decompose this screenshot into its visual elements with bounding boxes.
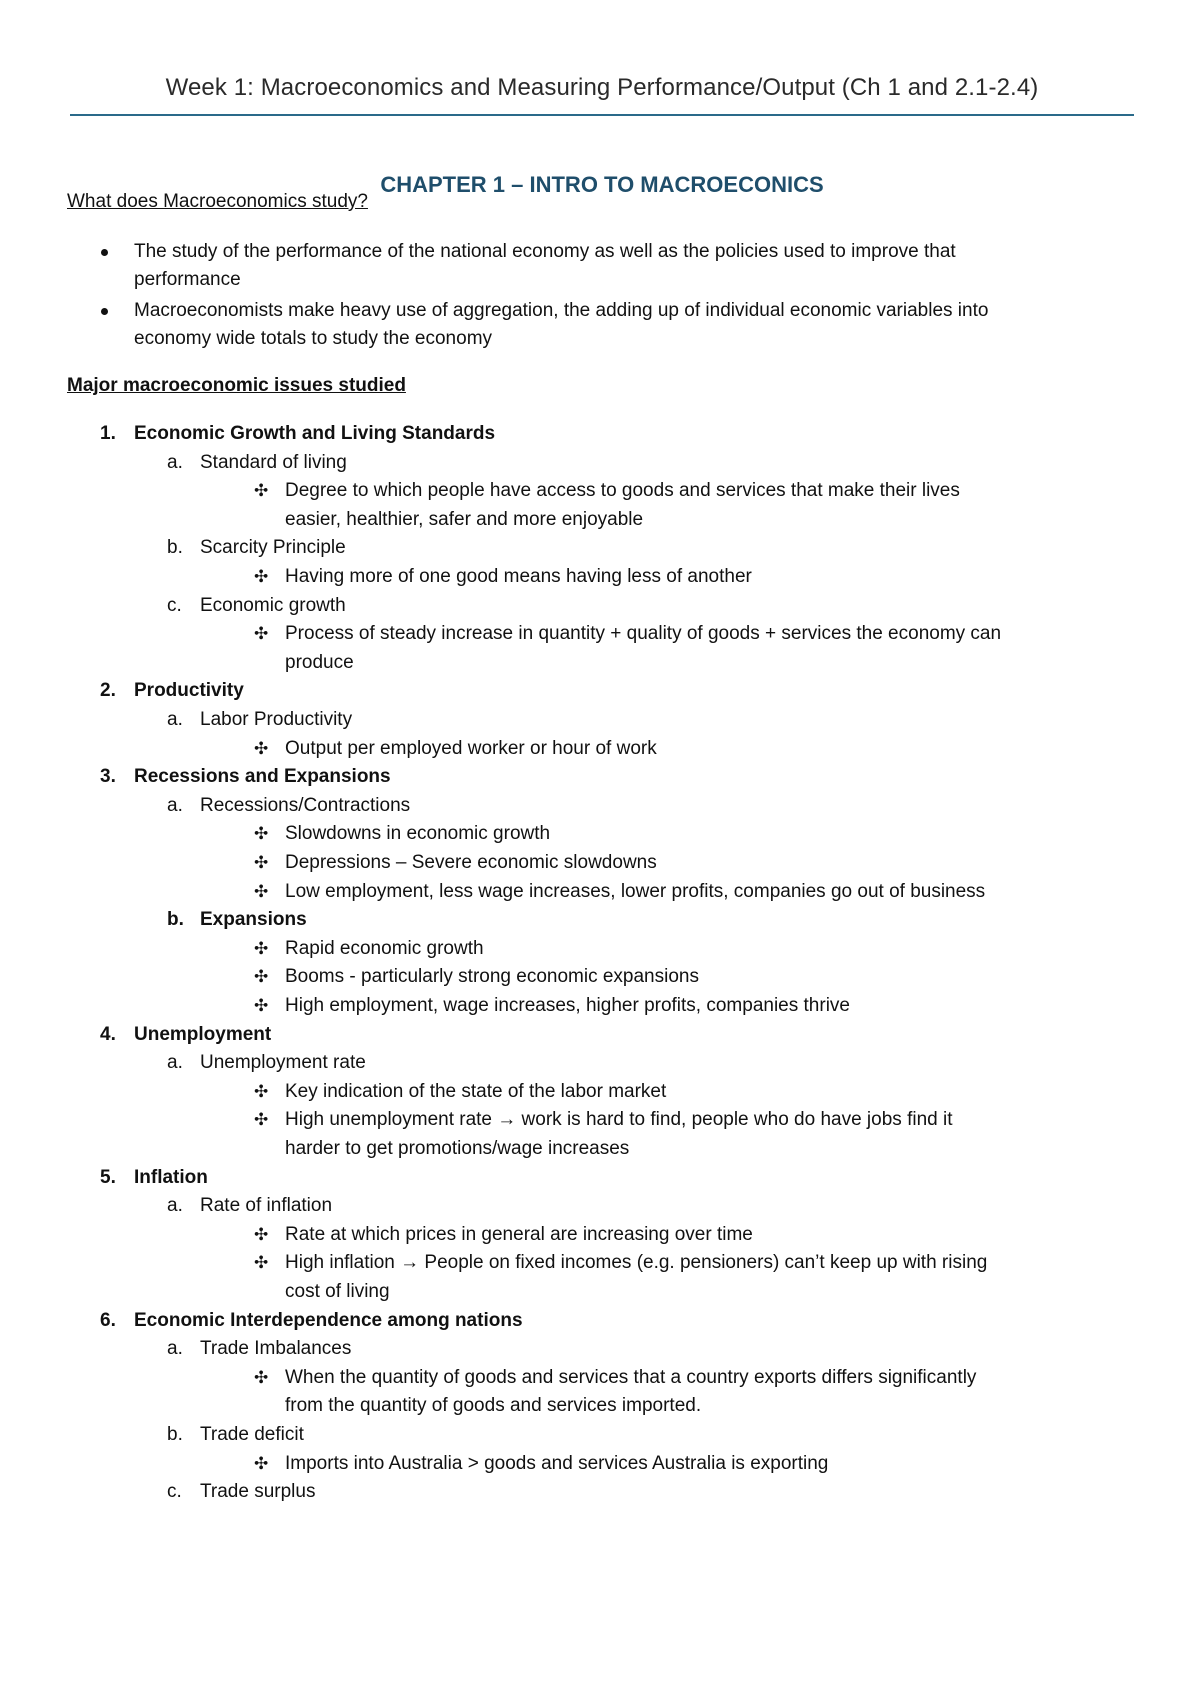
item-title: Economic Interdependence among nations (134, 1309, 523, 1331)
sub-item-letter: a. (167, 1338, 183, 1360)
diamond-bullet-icon: ✣ (254, 853, 269, 873)
sub-item-letter: a. (167, 794, 183, 816)
point-text-line: harder to get promotions/wage increases (285, 1138, 630, 1159)
point-text-line: produce (285, 651, 354, 673)
point-text-line: Depressions – Severe economic slowdowns (285, 852, 657, 873)
diamond-bullet-icon: ✣ (254, 624, 269, 645)
sub-item-letter: c. (167, 594, 182, 616)
point-text-line: High inflation → People on fixed incomes (e.g. pensioners) can’t keep up with rising (285, 1252, 988, 1274)
item-title: Inflation (134, 1166, 208, 1188)
sub-item-label: Expansions (200, 909, 307, 931)
sub-item-label: Rate of inflation (200, 1195, 333, 1217)
sub-item-label: Scarcity Principle (200, 537, 346, 559)
bullet-dot-icon (101, 249, 108, 256)
sub-item-letter: a. (167, 709, 183, 730)
bullet-dot-icon (101, 308, 108, 315)
item-number: 5. (100, 1166, 116, 1188)
sub-item-letter: a. (167, 1195, 183, 1217)
sub-item-letter: b. (167, 909, 184, 931)
bullet-text-line: The study of the performance of the national economy as well as the policies used to improve that (134, 241, 956, 262)
point-text-line: When the quantity of goods and services that a country exports differs significantly (285, 1366, 977, 1388)
diamond-bullet-icon: ✣ (254, 1081, 269, 1102)
item-number: 3. (100, 766, 116, 788)
section-heading: Major macroeconomic issues studied (67, 375, 406, 396)
sub-item-label: Recessions/Contractions (200, 794, 411, 816)
bullet-text-line: Macroeconomists make heavy use of aggregation, the adding up of individual economic variables into (134, 300, 989, 321)
item-number: 6. (100, 1309, 116, 1331)
point-text-line: Booms - particularly strong economic expansions (285, 966, 699, 988)
diamond-bullet-icon: ✣ (254, 967, 269, 988)
sub-item-label: Trade Imbalances (200, 1338, 352, 1360)
item-title: Productivity (134, 680, 244, 702)
sub-item-label: Economic growth (200, 594, 346, 616)
point-text-line: High employment, wage increases, higher profits, companies thrive (285, 995, 850, 1016)
bullet-text-line: performance (134, 269, 241, 290)
item-number: 1. (100, 423, 116, 444)
sub-item-label: Trade surplus (200, 1481, 316, 1503)
point-text-line: Imports into Australia > goods and services Australia is exporting (285, 1452, 829, 1474)
diamond-bullet-icon: ✣ (254, 1253, 269, 1274)
point-text-line: Process of steady increase in quantity + quality of goods + services the economy can (285, 623, 1002, 645)
point-text-line: cost of living (285, 1281, 390, 1302)
diamond-bullet-icon: ✣ (254, 996, 269, 1016)
point-text-line: Rapid economic growth (285, 937, 484, 959)
point-text-line: Output per employed worker or hour of work (285, 737, 657, 759)
sub-item-letter: b. (167, 537, 183, 559)
diamond-bullet-icon: ✣ (254, 1453, 269, 1474)
sub-item-label: Unemployment rate (200, 1052, 366, 1074)
sub-item-letter: a. (167, 1052, 183, 1074)
sub-item-label: Trade deficit (200, 1424, 304, 1445)
diamond-bullet-icon: ✣ (254, 1110, 269, 1131)
sub-item-letter: b. (167, 1424, 183, 1445)
sub-item-label: Labor Productivity (200, 709, 353, 730)
section-question: What does Macroeconomics study? (67, 191, 368, 212)
point-text-line: Degree to which people have access to goods and services that make their lives (285, 480, 960, 502)
sub-item-letter: a. (167, 451, 183, 473)
item-number: 2. (100, 680, 116, 702)
diamond-bullet-icon: ✣ (254, 824, 269, 845)
diamond-bullet-icon: ✣ (254, 567, 269, 587)
document-header-title: Week 1: Macroeconomics and Measuring Performance/Output (Ch 1 and 2.1-2.4) (165, 74, 1039, 101)
diamond-bullet-icon: ✣ (254, 881, 269, 902)
diamond-bullet-icon: ✣ (254, 738, 269, 759)
bullet-text-line: economy wide totals to study the economy (134, 328, 493, 349)
chapter-heading: CHAPTER 1 – INTRO TO MACROECONICS (380, 172, 824, 197)
item-number: 4. (100, 1023, 116, 1045)
item-title: Economic Growth and Living Standards (134, 423, 496, 444)
item-title: Unemployment (134, 1023, 272, 1045)
point-text-line: Having more of one good means having less of another (285, 566, 752, 587)
point-text-line: Key indication of the state of the labor market (285, 1080, 667, 1102)
point-text-line: High unemployment rate → work is hard to find, people who do have jobs find it (285, 1109, 953, 1131)
point-text-line: Slowdowns in economic growth (285, 823, 551, 845)
point-text-line: Rate at which prices in general are increasing over time (285, 1223, 753, 1245)
diamond-bullet-icon: ✣ (254, 1224, 269, 1245)
point-text-line: Low employment, less wage increases, lower profits, companies go out of business (285, 880, 986, 902)
item-title: Recessions and Expansions (134, 766, 391, 788)
sub-item-label: Standard of living (200, 451, 347, 473)
point-text-line: easier, healthier, safer and more enjoyable (285, 508, 644, 530)
diamond-bullet-icon: ✣ (254, 481, 269, 502)
diamond-bullet-icon: ✣ (254, 1367, 269, 1388)
diamond-bullet-icon: ✣ (254, 938, 269, 959)
sub-item-letter: c. (167, 1481, 182, 1503)
header-divider (70, 114, 1134, 116)
point-text-line: from the quantity of goods and services imported. (285, 1395, 702, 1417)
